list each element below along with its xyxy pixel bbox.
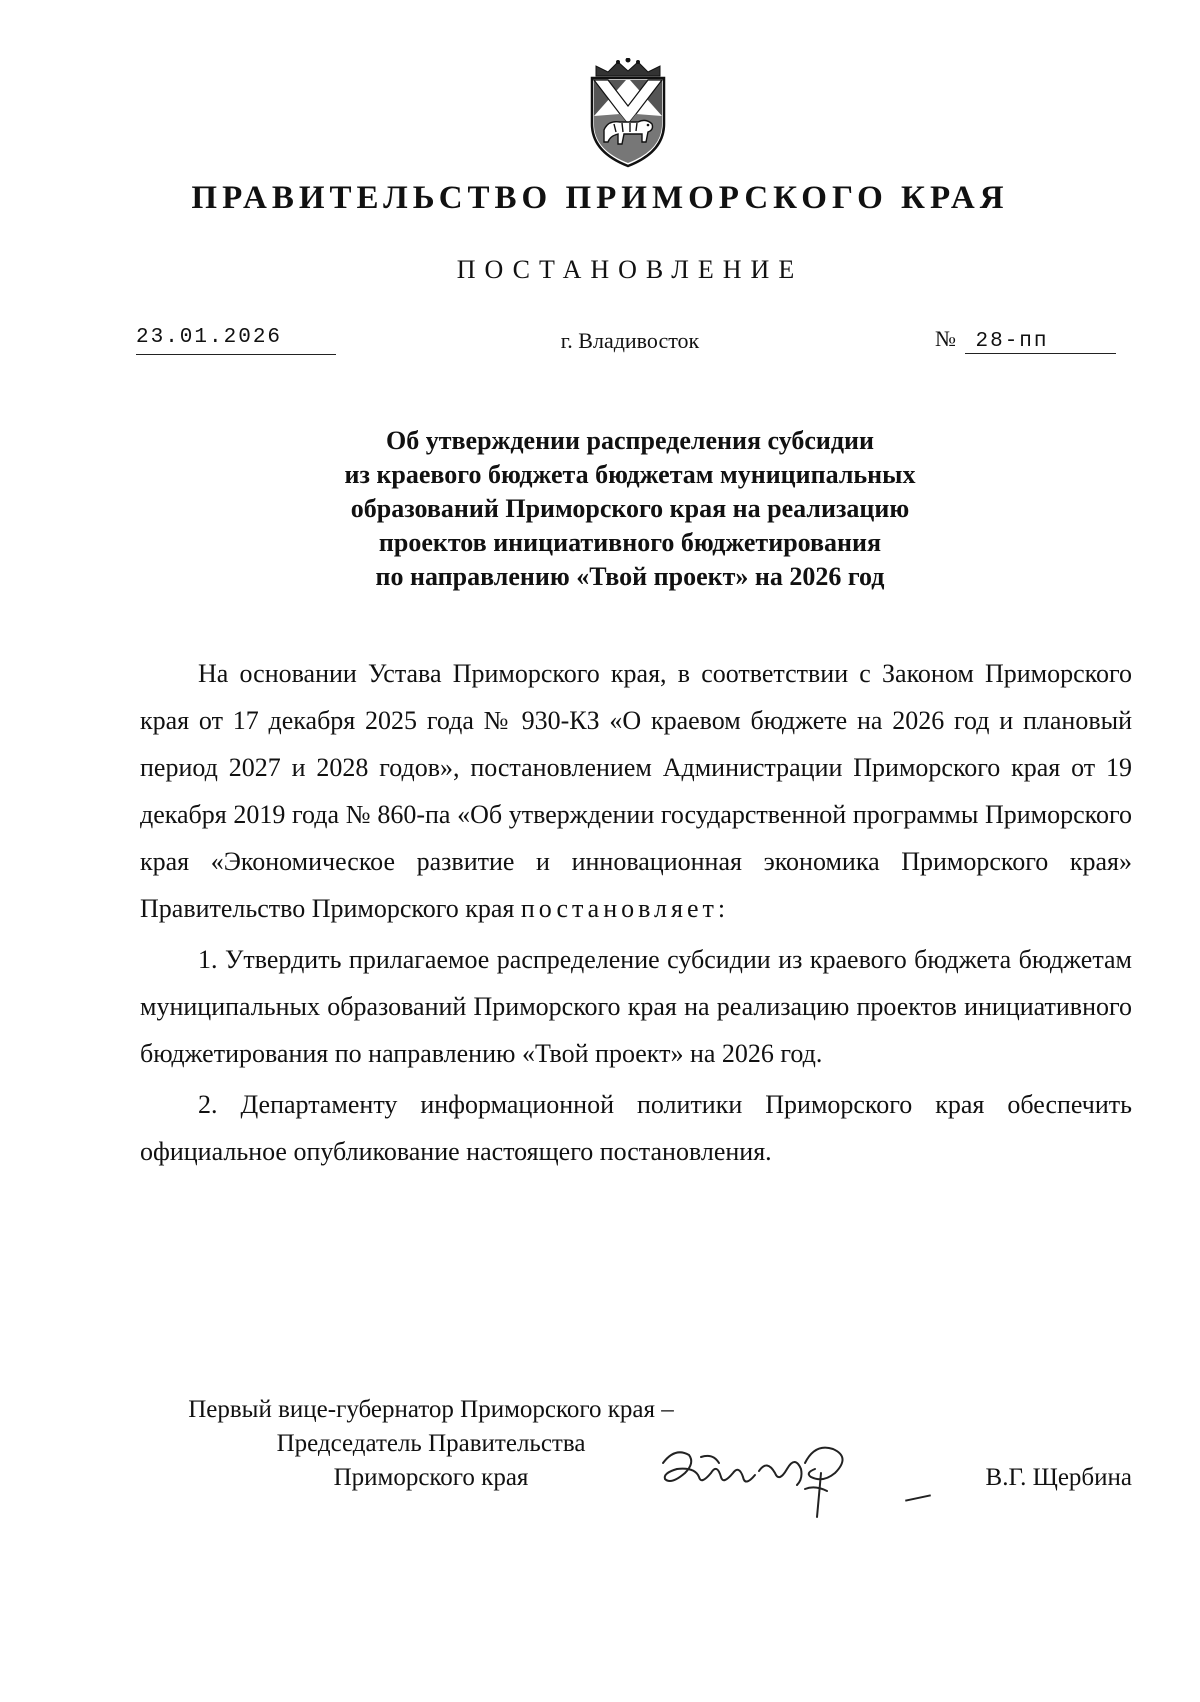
document-body [140, 650, 1132, 1179]
signer-position-line: Председатель Правительства [276, 1430, 586, 1457]
document-number: 28-пп [975, 330, 1049, 353]
item-2-paragraph: 2. Департаменту информационной политики Приморского края обеспечить официальное опубликование настоящего постановления. [140, 1090, 1132, 1166]
number-sign: № [935, 326, 956, 351]
handwritten-signature-icon [655, 1433, 870, 1523]
document-date: 23.01.2026 [136, 326, 283, 349]
signature-dash [905, 1494, 931, 1501]
title-line: проектов инициативного бюджетирования [378, 528, 882, 557]
number-underline [965, 353, 1116, 354]
title-line: образований Приморского края на реализацию [350, 494, 910, 523]
preamble-paragraph [140, 650, 1132, 932]
document-city: г. Владивосток [560, 328, 700, 353]
title-line: из краевого бюджета бюджетам муниципальных [344, 460, 916, 489]
item-1-paragraph: 1. Утвердить прилагаемое распределение субсидии из краевого бюджета бюджетам муниципальных образований Приморского края на реализацию проектов инициативного бюджетирования по направлению «Твой проект» на 2026 год. [140, 945, 1132, 1068]
signer-position-line: Приморского края [333, 1464, 529, 1491]
title-line: Об утверждении распределения субсидии [386, 426, 874, 455]
document-title [0, 424, 1200, 594]
document-type: ПОСТАНОВЛЕНИЕ [456, 255, 804, 284]
title-line: по направлению «Твой проект» на 2026 год [375, 562, 885, 591]
signer-name: В.Г. Щербина [985, 1464, 1132, 1491]
resolves-word: постановляет: [520, 894, 730, 923]
coat-of-arms-icon [574, 58, 682, 170]
preamble-text: На основании Устава Приморского края, в соответствии с Законом Приморского края от 17 декабря 2025 года № 930-КЗ «О краевом бюджете на 2026 год и плановый период 2027 и 2028 годов», постановлением Администрации Приморского края от 19 декабря 2019 года № 860-па «Об утверждении государственной программы Приморского края «Экономическое развитие и инновационная экономика Приморского края» Правительство Приморского края [140, 659, 1132, 923]
organization-title: ПРАВИТЕЛЬСТВО ПРИМОРСКОГО КРАЯ [191, 180, 1009, 216]
signer-position-line: Первый вице-губернатор Приморского края – [188, 1396, 674, 1423]
signature-block [0, 1393, 1200, 1533]
document-number-field [935, 326, 1116, 354]
